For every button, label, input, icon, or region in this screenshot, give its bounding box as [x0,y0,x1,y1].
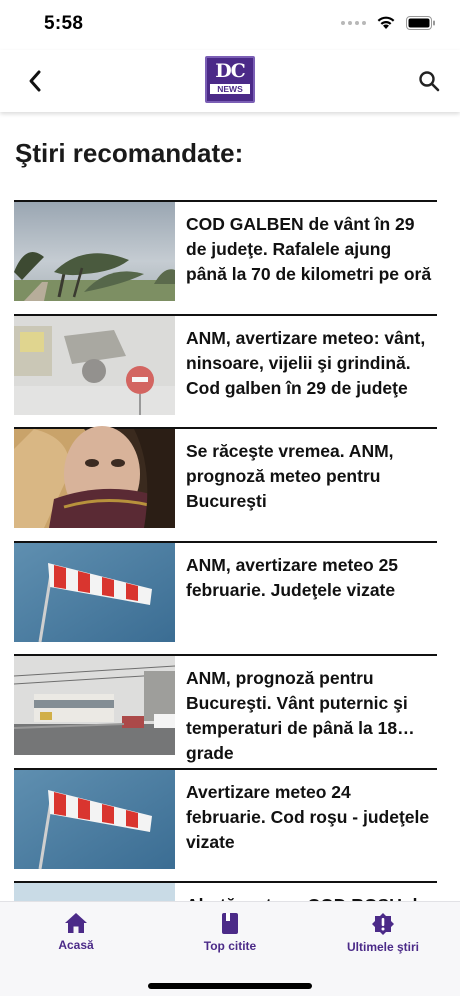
windsock-image [14,770,175,869]
article-item[interactable] [14,427,437,541]
home-indicator [148,983,312,989]
home-icon [64,912,88,934]
section-title: Ştiri recomandate: [15,138,244,168]
chevron-left-icon [27,69,43,93]
tab-top-read[interactable] [170,912,290,953]
article-item[interactable] [14,768,437,882]
article-title: Avertizare meteo 24 februarie. Cod roşu - judeţele vizate [186,781,430,852]
article-title: Se răceşte vremea. ANM, prognoză meteo pentru Bucureşti [186,441,394,511]
tab-bar [0,901,460,996]
windsock-image [14,543,175,642]
status-bar [0,0,460,50]
wifi-icon [376,15,396,30]
tab-label: Top citite [203,939,257,953]
back-button[interactable] [20,66,50,96]
woman-scarf-image [14,429,175,528]
article-title: ANM, avertizare meteo 25 februarie. Judeţele vizate [186,554,399,600]
status-time: 5:58 [44,13,84,34]
nav-bar [0,50,460,112]
article-title: COD GALBEN de vânt în 29 de judeţe. Rafalele ajung până la 70 de kilometri pe oră [186,214,432,284]
article-list [14,200,437,995]
article-item[interactable] [14,314,437,428]
article-item[interactable] [14,541,437,655]
blizzard-road-image [14,316,175,415]
search-button[interactable] [414,66,444,96]
battery-icon [406,16,436,30]
tab-label: Ultimele ştiri [346,940,420,954]
status-icons [341,15,436,30]
logo-sub-text: NEWS [210,84,250,94]
dcnews-logo[interactable] [205,56,255,103]
alert-badge-icon [371,912,395,936]
book-icon [220,912,240,935]
tab-home[interactable] [16,912,136,952]
article-item[interactable] [14,200,437,314]
article-title: ANM, avertizare meteo: vânt, ninsoare, vijelii şi grindină. Cod galben în 29 de judeţe [186,327,426,398]
signal-icon [341,21,366,25]
article-item[interactable] [14,654,437,768]
search-icon [418,70,440,92]
tab-latest-news[interactable] [323,912,443,954]
windy-trees-image [14,202,175,301]
tab-label: Acasă [58,938,94,952]
city-tram-image [14,656,175,755]
article-title: ANM, prognoză pentru Bucureşti. Vânt puternic şi temperaturi de până la 18 grade [186,668,408,763]
logo-main-text: DC [215,60,245,82]
